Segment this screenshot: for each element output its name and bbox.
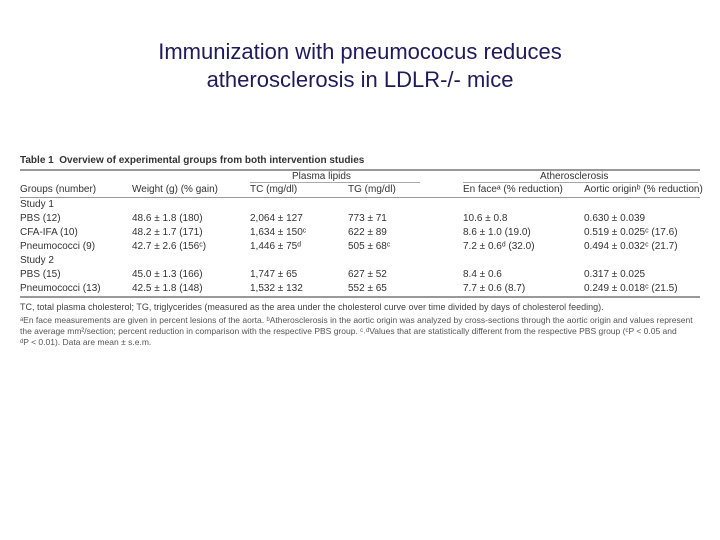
table-row — [20, 268, 700, 282]
table-cell: 8.6 ± 1.0 (19.0) — [463, 227, 531, 238]
table-cell: 2,064 ± 127 — [250, 213, 303, 224]
column-header: Weight (g) (% gain) — [132, 184, 218, 195]
table-caption-label: Table 1 — [20, 155, 54, 166]
table-cell: 773 ± 71 — [348, 213, 387, 224]
table-cell: 42.7 ± 2.6 (156ᶜ) — [132, 241, 207, 252]
table-cell: 0.630 ± 0.039 — [584, 213, 646, 224]
table-cell: 45.0 ± 1.3 (166) — [132, 269, 203, 280]
footnote-abbreviations: TC, total plasma cholesterol; TG, triglycerides (measured as the area under the cholesterol curve over time divided by days of cholesterol feeding). — [20, 302, 604, 312]
section-label-study-1: Study 1 — [20, 199, 54, 210]
section-label-row — [20, 254, 700, 268]
column-header: Aortic originᵇ (% reduction) — [584, 184, 703, 195]
table-bottom-rule — [20, 296, 700, 298]
table-cell: 1,446 ± 75ᵈ — [250, 241, 301, 252]
group-header-plasma: Plasma lipids — [292, 171, 351, 182]
table-cell: 505 ± 68ᶜ — [348, 241, 391, 252]
table-row — [20, 240, 700, 254]
footnote-line: ᵃEn face measurements are given in percent lesions of the aorta. ᵇAtherosclerosis in the aortic origin was analyzed by cross-sections through the aortic origin and values represent — [20, 315, 693, 325]
table-cell: PBS (15) — [20, 269, 61, 280]
table-cell: 1,532 ± 132 — [250, 283, 303, 294]
footnote-line: ᵈP < 0.01). Data are mean ± s.e.m. — [20, 337, 152, 347]
table-caption-text: Overview of experimental groups from both intervention studies — [59, 155, 365, 166]
table-cell: 0.494 ± 0.032ᶜ (21.7) — [584, 241, 678, 252]
table-cell: 622 ± 89 — [348, 227, 387, 238]
table-footnotes — [20, 302, 700, 348]
table-cell: 48.6 ± 1.8 (180) — [132, 213, 203, 224]
table-row — [20, 226, 700, 240]
table-header-row — [20, 183, 703, 197]
table-cell: Pneumococci (13) — [20, 283, 101, 294]
column-header: TC (mg/dl) — [250, 184, 298, 195]
table-cell: 627 ± 52 — [348, 269, 387, 280]
table-cell: CFA-IFA (10) — [20, 227, 78, 238]
table-cell: 10.6 ± 0.8 — [463, 213, 508, 224]
table-cell: 8.4 ± 0.6 — [463, 269, 502, 280]
table-cell: 42.5 ± 1.8 (148) — [132, 283, 203, 294]
table-cell: 0.519 ± 0.025ᶜ (17.6) — [584, 227, 678, 238]
table-cell: Pneumococci (9) — [20, 241, 96, 252]
column-header: TG (mg/dl) — [348, 184, 396, 195]
section-label-study-2: Study 2 — [20, 255, 54, 266]
table-cell: 1,634 ± 150ᶜ — [250, 227, 307, 238]
table-group-header-row — [20, 171, 700, 183]
table-cell: 7.2 ± 0.6ᵈ (32.0) — [463, 241, 535, 252]
table-cell: 7.7 ± 0.6 (8.7) — [463, 283, 526, 294]
footnote-line: the average mm²/section; percent reduction in comparison with the respective PBS group. ᶜ˒ᵈValues that are statistically different from the respective PBS group (ᶜP < 0.05 and — [20, 326, 677, 336]
table-cell: 0.317 ± 0.025 — [584, 269, 646, 280]
table-cell: PBS (12) — [20, 213, 61, 224]
section-label-row — [20, 198, 700, 212]
column-header: En faceᵃ (% reduction) — [463, 184, 563, 195]
table-cell: 0.249 ± 0.018ᶜ (21.5) — [584, 283, 678, 294]
slide-title-line-2: atherosclerosis in LDLR-/- mice — [206, 67, 514, 92]
table-row — [20, 212, 700, 226]
table-cell: 552 ± 65 — [348, 283, 387, 294]
table-block — [20, 155, 703, 348]
table-cell: 48.2 ± 1.7 (171) — [132, 227, 203, 238]
table-cell: 1,747 ± 65 — [250, 269, 298, 280]
slide-title-line-1: Immunization with pneumococus reduces — [158, 39, 562, 64]
slide-title — [0, 38, 720, 94]
group-header-atherosclerosis: Atherosclerosis — [540, 171, 609, 182]
column-header: Groups (number) — [20, 184, 97, 195]
table-row — [20, 282, 700, 296]
table-caption — [20, 155, 700, 166]
